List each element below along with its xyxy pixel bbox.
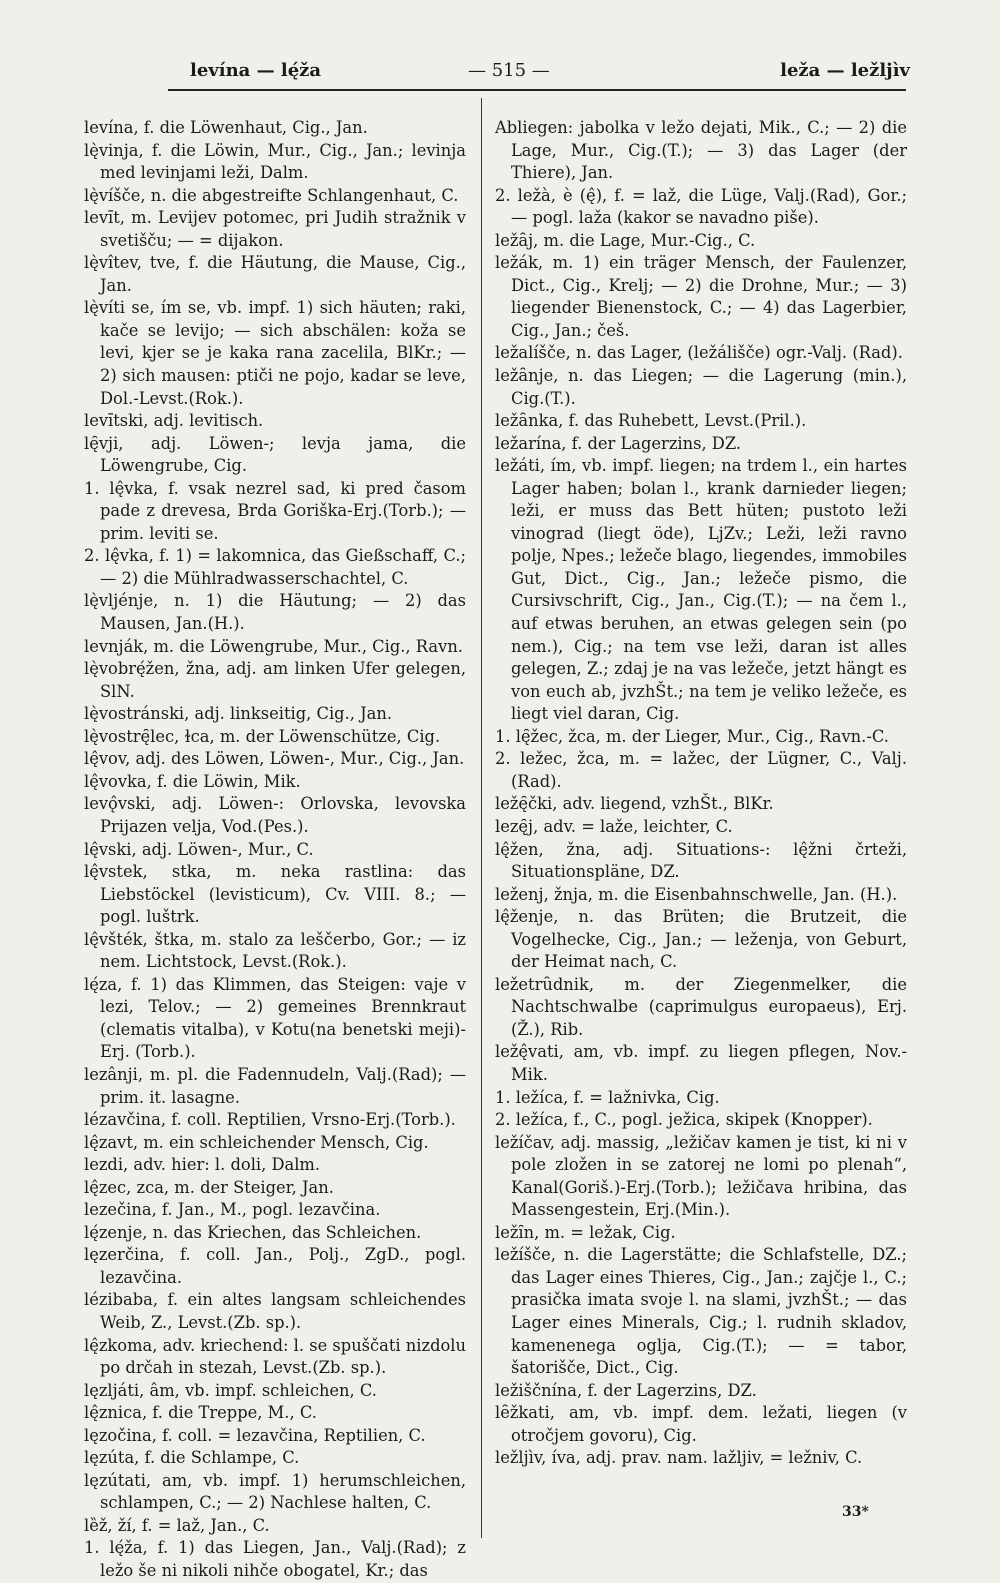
dictionary-entry: ležíčav, adj. massig, „ležičav kamen je tist, ki ni v pole zložen in se zatorej ne lomi po plenah“, Kanal(Goriš.)-Erj.(Torb.); ležičava hribina, das Massengestein, Erj.(Min.). — [495, 1132, 907, 1220]
dictionary-entry: lęzljáti, âm, vb. impf. schleichen, C. — [84, 1380, 377, 1400]
dictionary-entry: 2. lę̂vka, f. 1) = lakomnica, das Gießschaff, C.; — 2) die Mühlradwasserschachtel, C. — [84, 546, 466, 588]
dictionary-entry: lę̀vostránski, adj. linkseitig, Cig., Jan. — [84, 704, 393, 724]
dictionary-entry: lę̂žen, žna, adj. Situations-: lę̂žni črteži, Situationspläne, DZ. — [495, 839, 907, 882]
dictionary-entry: lę̂vstek, stka, m. neka rastlina: das Liebstöckel (levisticum), Cv. VIII. 8.; — pogl. luštrk. — [84, 862, 466, 927]
dictionary-entry: lȇžkati, am, vb. impf. dem. ležati, liegen (v otročjem govoru), Cig. — [495, 1403, 907, 1445]
dictionary-entry: ležljìv, íva, adj. prav. nam. lažljiv, = ležniv, C. — [495, 1448, 863, 1468]
column-divider — [481, 98, 482, 1538]
dictionary-entry: 1. lę̂vka, f. vsak nezrel sad, ki pred časom pade z drevesa, Brda Goriška-Erj.(Torb.); — prim. leviti se. — [84, 478, 466, 543]
dictionary-entry: ležȃj, m. die Lage, Mur.-Cig., C. — [495, 230, 756, 250]
header-left-guideword: levína — lę́ža — [190, 60, 322, 81]
page-header — [100, 58, 910, 88]
header-rule — [168, 89, 906, 91]
dictionary-entry: lę̀vobrę́žen, žna, adj. am linken Ufer gelegen, SlN. — [84, 659, 466, 701]
dictionary-entry: levı̄tski, adj. levitisch. — [84, 411, 264, 431]
dictionary-entry: 2. ležec, žca, m. = lažec, der Lügner, C., Valj.(Rad). — [495, 749, 907, 791]
dictionary-entry: levǫ̂vski, adj. Löwen-: Orlovska, levovska Prijazen velja, Vod.(Pes.). — [84, 794, 466, 836]
dictionary-entry: ležák, m. 1) ein träger Mensch, der Faulenzer, Dict., Cig., Krelj; — 2) die Drohne, Mur.; — 3) liegender Bienenstock, C.; — 4) das Lagerbier, Cig., Jan.; češ. — [495, 253, 907, 340]
dictionary-entry: ležíšče, n. die Lagerstätte; die Schlafstelle, DZ.; das Lager eines Thieres, Cig., Jan.; zajčje l., C.; prasička imata svoje l. na slami, jvzhŠt.; — das Lager eines Minerals, Cig.; l. rudnih skladov, kamenenega oglja, Cig.(T.); — = tabor, šatorišče, Dict., Cig. — [495, 1245, 907, 1378]
dictionary-entry: ležáti, ím, vb. impf. liegen; na trdem l., ein hartes Lager haben; bolan l., krank darnieder liegen; leži, er muss das Bett hüten; pustoto leži vinograd (liegt öde), LjZv.; Leži, leži ravno polje, Npes.; ležeče blago, liegendes, immobiles Gut, Dict., Cig., Jan.; ležeče pismo, die Cursivschrift, Cig., Jan., Cig.(T.); — na čem l., auf etwas beruhen, an etwas gelegen sein (po nem.), Cig.; na tem vse leži, daran ist alles gelegen, Z.; zdaj je na vas ležeče, jetzt hängt es von euch ab, jvzhŠt.; na tem je veliko ležeče, es liegt viel daran, Cig. — [495, 456, 907, 724]
dictionary-entry: lezečina, f. Jan., M., pogl. lezavčina. — [84, 1200, 381, 1220]
dictionary-entry: lę́za, f. 1) das Klimmen, das Steigen: vaje v lezi, Telov.; — 2) gemeines Brennkraut (clematis vitalba), v Kotu(na benetski meji)-Erj. (Torb.). — [84, 974, 466, 1062]
dictionary-entry: lę̀vı̂tev, tve, f. die Häutung, die Mause, Cig., Jan. — [84, 253, 466, 295]
dictionary-entry: 1. lę̑žec, žca, m. der Lieger, Mur., Cig., Ravn.-C. — [495, 726, 889, 746]
right-column — [495, 117, 907, 1470]
dictionary-entry: lę̂zec, zca, m. der Steiger, Jan. — [84, 1177, 334, 1197]
dictionary-entry: 2. ležà, è (ę̂), f. = laž, die Lüge, Valj.(Rad), Gor.; — pogl. laža (kakor se navadno piše). — [495, 185, 907, 228]
dictionary-entry: lę̂vski, adj. Löwen-, Mur., C. — [84, 839, 314, 859]
dictionary-entry: Abliegen: jabolka v ležo dejati, Mik., C.; — 2) die Lage, Mur., Cig.(T.); — 3) das Lager (der Thiere), Jan. — [495, 118, 907, 183]
dictionary-entry: ležȃnje, n. das Liegen; — die Lagerung (min.), Cig.(T.). — [495, 366, 907, 408]
dictionary-entry: lę̀víti se, ím se, vb. impf. 1) sich häuten; raki, kače se levijo; — sich abschälen: koža se levi, kjer se je kaka rana zacelila, BlKr.; — 2) sich mausen: ptiči ne pojo, kadar se leve, Dol.-Levst.(Rok.). — [84, 298, 466, 408]
dictionary-entry: lęzerčina, f. coll. Jan., Polj., ZgD., pogl. lezavčina. — [84, 1245, 466, 1287]
dictionary-entry: lę̀vostrę̑lec, ɫca, m. der Löwenschütze, Cig. — [84, 726, 441, 746]
dictionary-entry: lę̀vı́šče, n. die abgestreifte Schlangenhaut, C. — [84, 185, 459, 205]
dictionary-entry: lę̑vji, adj. Löwen-; levja jama, die Löwengrube, Cig. — [84, 433, 466, 476]
dictionary-entry: ležarína, f. der Lagerzins, DZ. — [495, 433, 742, 453]
left-column — [84, 117, 466, 1583]
dictionary-entry: lę̀vinja, f. die Löwin, Mur., Cig., Jan.; levinja med levinjami leži, Dalm. — [84, 140, 466, 183]
signature-mark: 33* — [842, 1504, 869, 1520]
dictionary-entry: lezânji, m. pl. die Fadennudeln, Valj.(Rad); — prim. it. lasagne. — [84, 1064, 466, 1107]
dictionary-entry: ležę̂vati, am, vb. impf. zu liegen pflegen, Nov.-Mik. — [495, 1042, 907, 1084]
dictionary-entry: lę̂ženje, n. das Brüten; die Brutzeit, die Vogelhecke, Cig., Jan.; — leženja, von Geburt, der Heimat nach, C. — [495, 907, 907, 972]
dictionary-entry: lę̂zavt, m. ein schleichender Mensch, Cig. — [84, 1132, 429, 1152]
dictionary-entry: lȅž, ží, f. = laž, Jan., C. — [84, 1515, 270, 1535]
dictionary-entry: ležı̑n, m. = ležak, Cig. — [495, 1222, 676, 1242]
dictionary-entry: lę́zenje, n. das Kriechen, das Schleichen. — [84, 1222, 422, 1242]
dictionary-entry: lęzútati, am, vb. impf. 1) herumschleichen, schlampen, C.; — 2) Nachlese halten, C. — [84, 1470, 466, 1513]
dictionary-entry: lę̂znica, f. die Treppe, M., C. — [84, 1403, 317, 1423]
dictionary-entry: ležalíšče, n. das Lager, (ležálišče) ogr.-Valj. (Rad). — [495, 343, 903, 363]
dictionary-entry: lezę̑j, adv. = laže, leichter, C. — [495, 816, 733, 836]
dictionary-entry: leženj, žnja, m. die Eisenbahnschwelle, Jan. (H.). — [495, 884, 898, 904]
dictionary-entry: ležę̑čki, adv. liegend, vzhŠt., BlKr. — [495, 794, 774, 814]
dictionary-entry: ležiščnína, f. der Lagerzins, DZ. — [495, 1380, 757, 1400]
dictionary-entry: ležȃnka, f. das Ruhebett, Levst.(Pril.). — [495, 411, 807, 431]
dictionary-entry: 1. lę́ža, f. 1) das Liegen, Jan., Valj.(Rad); z ležo še ni nikoli nihče obogatel, Kr.; das — [84, 1538, 466, 1580]
dictionary-entry: lę̀vljénje, n. 1) die Häutung; — 2) das Mausen, Jan.(H.). — [84, 591, 466, 634]
header-page-number: — 515 — — [468, 60, 550, 81]
dictionary-entry: lézibaba, f. ein altes langsam schleichendes Weib, Z., Levst.(Zb. sp.). — [84, 1290, 466, 1332]
dictionary-entry: lęzočina, f. coll. = lezavčina, Reptilien, C. — [84, 1425, 426, 1445]
dictionary-entry: lę̂vovka, f. die Löwin, Mik. — [84, 771, 301, 791]
dictionary-entry: levı̄t, m. Levijev potomec, pri Judih stražnik v svetišču; — = dijakon. — [84, 208, 466, 250]
dictionary-entry: lę̂zkoma, adv. kriechend: l. se spuščati nizdolu po drčah in stezah, Levst.(Zb. sp.). — [84, 1335, 466, 1378]
dictionary-entry: lęzúta, f. die Schlampe, C. — [84, 1448, 300, 1468]
dictionary-entry: lę̂vov, adj. des Löwen, Löwen-, Mur., Cig., Jan. — [84, 749, 465, 769]
dictionary-entry: levína, f. die Löwenhaut, Cig., Jan. — [84, 118, 368, 137]
dictionary-entry: 2. ležíca, f., C., pogl. ježica, skipek (Knopper). — [495, 1110, 873, 1130]
dictionary-entry: ležetrȗdnik, m. der Ziegenmelker, die Nachtschwalbe (caprimulgus europaeus), Erj.(Ž.), Rib. — [495, 974, 907, 1039]
dictionary-entry: lézavčina, f. coll. Reptilien, Vrsno-Erj.(Torb.). — [84, 1110, 456, 1130]
dictionary-entry: lę̂všték, štka, m. stalo za leščerbo, Gor.; — iz nem. Lichtstock, Levst.(Rok.). — [84, 929, 466, 972]
dictionary-entry: levnják, m. die Löwengrube, Mur., Cig., Ravn. — [84, 636, 463, 656]
dictionary-entry: 1. ležíca, f. = lažnivka, Cig. — [495, 1087, 720, 1107]
dictionary-entry: lezdi, adv. hier: l. doli, Dalm. — [84, 1155, 321, 1175]
header-right-guideword: leža — ležljìv — [780, 60, 910, 81]
